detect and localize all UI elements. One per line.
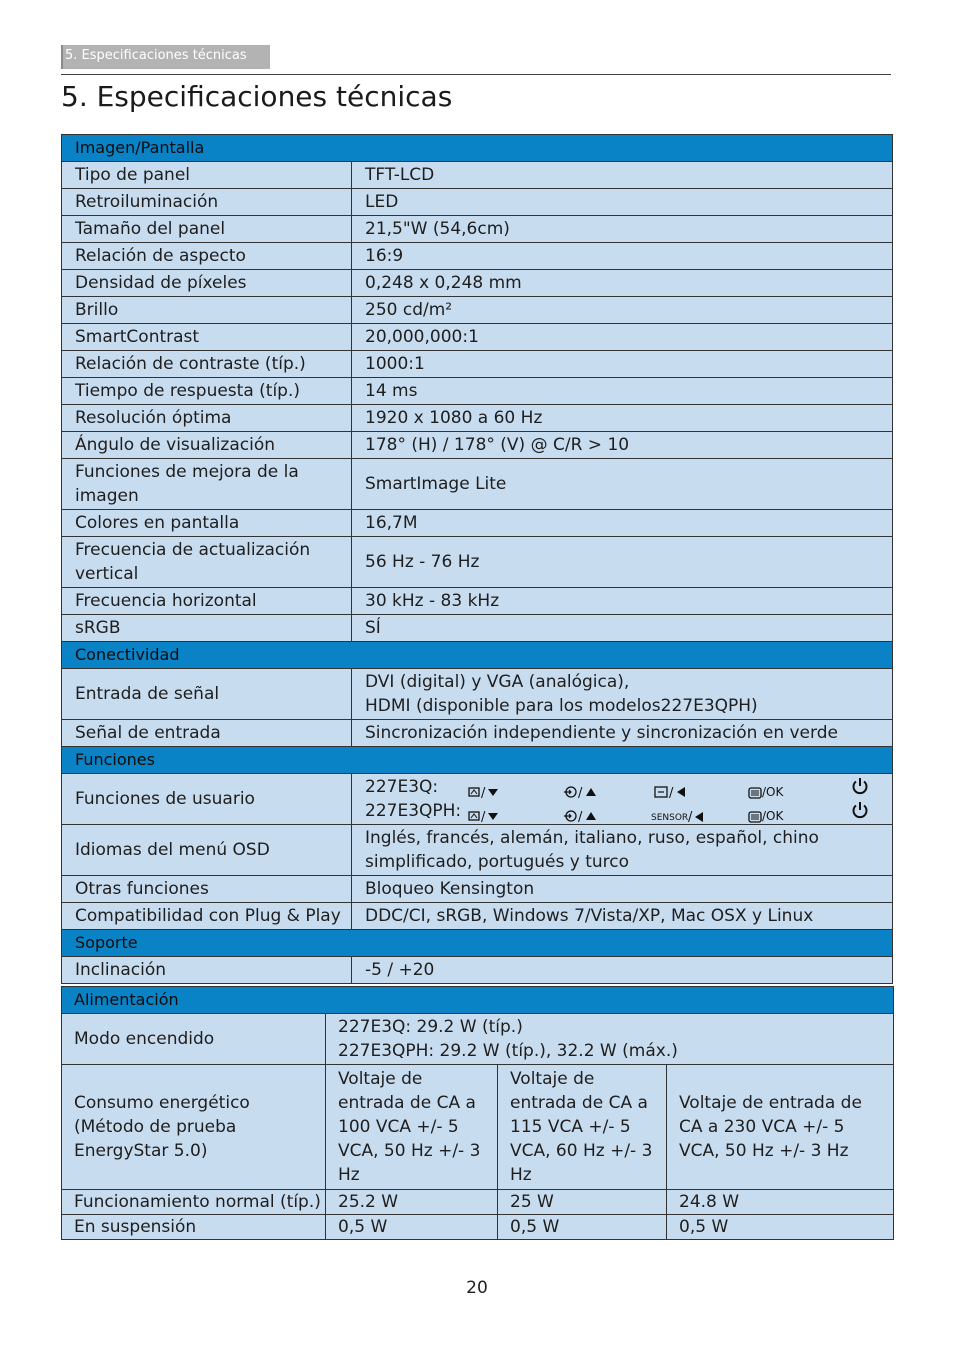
- row-value: 1920 x 1080 a 60 Hz: [352, 405, 893, 432]
- row-value: 178° (H) / 178° (V) @ C/R > 10: [352, 432, 893, 459]
- row-label: Frecuencia de actualización vertical: [62, 537, 352, 588]
- voltage-col-2: Voltaje de entrada de CA a 115 VCA +/- 5 VCA, 60 Hz +/- 3 Hz: [498, 1065, 667, 1190]
- row-label: Frecuencia horizontal: [62, 588, 352, 615]
- section-title: Funciones: [62, 747, 893, 774]
- table-row: [62, 825, 893, 876]
- row-label: Relación de contraste (típ.): [62, 351, 352, 378]
- row-value: 14 ms: [352, 378, 893, 405]
- row-label: Compatibilidad con Plug & Play: [62, 903, 352, 930]
- table-row: [62, 1190, 894, 1215]
- row-value: LED: [352, 189, 893, 216]
- section-header-alimentacion: [62, 987, 894, 1014]
- row-label: Señal de entrada: [62, 720, 352, 747]
- row-label: Relación de aspecto: [62, 243, 352, 270]
- row-value: 30 kHz - 83 kHz: [352, 588, 893, 615]
- table-row: [62, 510, 893, 537]
- table-row: [62, 669, 893, 720]
- row-label: Entrada de señal: [62, 669, 352, 720]
- row-value: 0,5 W: [326, 1215, 498, 1240]
- row-value: Inglés, francés, alemán, italiano, ruso, español, chino simplificado, portugués y turco: [352, 825, 893, 876]
- table-row: [62, 297, 893, 324]
- page-title: 5. Especificaciones técnicas: [61, 80, 453, 113]
- power-icon: [851, 777, 869, 803]
- table-row: [62, 957, 893, 984]
- table-row: [62, 162, 893, 189]
- row-label: Otras funciones: [62, 876, 352, 903]
- row-value: 24.8 W: [667, 1190, 894, 1215]
- row-value: 25 W: [498, 1190, 667, 1215]
- specs-table: [61, 134, 893, 984]
- section-header-conectividad: [62, 642, 893, 669]
- smartimage-down-icon: [468, 803, 502, 825]
- section-header-imagen: [62, 135, 893, 162]
- table-row: [62, 903, 893, 930]
- row-label: Funcionamiento normal (típ.): [62, 1190, 326, 1215]
- row-value: -5 / +20: [352, 957, 893, 984]
- row-label: Colores en pantalla: [62, 510, 352, 537]
- section-header-soporte: [62, 930, 893, 957]
- power-table: [61, 986, 894, 1240]
- svg-text:/: /: [578, 785, 583, 799]
- power-icon: [851, 801, 869, 825]
- breadcrumb-label: 5. Especificaciones técnicas: [65, 48, 247, 63]
- row-value: Bloqueo Kensington: [352, 876, 893, 903]
- svg-text:/: /: [688, 810, 693, 823]
- sensor-label: SENSOR: [651, 813, 689, 823]
- svg-text:/: /: [669, 785, 674, 799]
- row-value: DDC/CI, sRGB, Windows 7/Vista/XP, Mac OSX y Linux: [352, 903, 893, 930]
- table-row: [62, 351, 893, 378]
- breadcrumb: [61, 45, 270, 69]
- row-value: SmartImage Lite: [352, 459, 893, 510]
- row-label: SmartContrast: [62, 324, 352, 351]
- model-label: 227E3QPH:: [365, 801, 462, 821]
- row-value: 20,000,000:1: [352, 324, 893, 351]
- table-row: [62, 720, 893, 747]
- header-rule: [61, 74, 891, 75]
- row-label: Densidad de píxeles: [62, 270, 352, 297]
- section-title: Alimentación: [62, 987, 894, 1014]
- row-label: Ángulo de visualización: [62, 432, 352, 459]
- value-line: 227E3QPH: 29.2 W (típ.), 32.2 W (máx.): [338, 1041, 678, 1061]
- sensor-left-icon: [651, 804, 704, 825]
- row-value: 0,5 W: [498, 1215, 667, 1240]
- row-label: Funciones de usuario: [62, 774, 352, 825]
- table-row: [62, 216, 893, 243]
- row-label: Tiempo de respuesta (típ.): [62, 378, 352, 405]
- row-value: 16,7M: [352, 510, 893, 537]
- user-controls: [365, 775, 892, 823]
- table-row: [62, 1065, 894, 1190]
- svg-text:/: /: [481, 785, 486, 799]
- row-label: Idiomas del menú OSD: [62, 825, 352, 876]
- row-value: SÍ: [352, 615, 893, 642]
- table-row: [62, 876, 893, 903]
- menu-ok-icon: /OK: [748, 780, 783, 804]
- table-row: [62, 378, 893, 405]
- value-line: HDMI (disponible para los modelos227E3QPH): [365, 696, 758, 716]
- table-row: [62, 537, 893, 588]
- table-row: [62, 588, 893, 615]
- table-row: [62, 1014, 894, 1065]
- row-value: 25.2 W: [326, 1190, 498, 1215]
- table-row: [62, 615, 893, 642]
- row-label: Resolución óptima: [62, 405, 352, 432]
- row-value: 56 Hz - 76 Hz: [352, 537, 893, 588]
- value-line: DVI (digital) y VGA (analógica),: [365, 672, 630, 692]
- table-row: [62, 1215, 894, 1240]
- row-value: 0,5 W: [667, 1215, 894, 1240]
- page-number: 20: [466, 1278, 488, 1298]
- row-label: sRGB: [62, 615, 352, 642]
- row-value: 21,5"W (54,6cm): [352, 216, 893, 243]
- row-label: Modo encendido: [62, 1014, 326, 1065]
- table-row: [62, 189, 893, 216]
- row-label: Inclinación: [62, 957, 352, 984]
- row-value: 1000:1: [352, 351, 893, 378]
- section-title: Conectividad: [62, 642, 893, 669]
- input-up-icon: [564, 803, 600, 825]
- section-header-funciones: [62, 747, 893, 774]
- ok-label: OK: [766, 809, 784, 823]
- menu-ok-icon: /OK: [748, 804, 783, 825]
- row-label: En suspensión: [62, 1215, 326, 1240]
- format-left-icon: [654, 779, 688, 803]
- table-row: [62, 324, 893, 351]
- row-value: TFT-LCD: [352, 162, 893, 189]
- row-label: Tipo de panel: [62, 162, 352, 189]
- row-value: 0,248 x 0,248 mm: [352, 270, 893, 297]
- row-value: 16:9: [352, 243, 893, 270]
- value-line: 227E3Q: 29.2 W (típ.): [338, 1017, 523, 1037]
- row-label: Brillo: [62, 297, 352, 324]
- row-label: Tamaño del panel: [62, 216, 352, 243]
- input-up-icon: [564, 779, 600, 803]
- voltage-col-3: Voltaje de entrada de CA a 230 VCA +/- 5 VCA, 50 Hz +/- 3 Hz: [667, 1065, 894, 1190]
- section-title: Soporte: [62, 930, 893, 957]
- voltage-col-1: Voltaje de entrada de CA a 100 VCA +/- 5 VCA, 50 Hz +/- 3 Hz: [326, 1065, 498, 1190]
- section-title: Imagen/Pantalla: [62, 135, 893, 162]
- row-value: Sincronización independiente y sincronización en verde: [352, 720, 893, 747]
- table-row: [62, 270, 893, 297]
- table-row: [62, 405, 893, 432]
- table-row: [62, 243, 893, 270]
- model-label: 227E3Q:: [365, 777, 439, 797]
- table-row: [62, 432, 893, 459]
- row-label: Consumo energético (Método de prueba EnergyStar 5.0): [62, 1065, 326, 1190]
- row-value: [352, 669, 893, 720]
- ok-label: OK: [766, 785, 784, 799]
- table-row: [62, 459, 893, 510]
- imagen-rows: [62, 162, 893, 642]
- smartimage-down-icon: [468, 779, 502, 803]
- row-label: Retroiluminación: [62, 189, 352, 216]
- svg-text:/: /: [578, 809, 583, 823]
- svg-text:/: /: [481, 809, 486, 823]
- table-row: [62, 774, 893, 825]
- row-value: [352, 774, 893, 825]
- row-value: [326, 1014, 894, 1065]
- row-label: Funciones de mejora de la imagen: [62, 459, 352, 510]
- row-value: 250 cd/m²: [352, 297, 893, 324]
